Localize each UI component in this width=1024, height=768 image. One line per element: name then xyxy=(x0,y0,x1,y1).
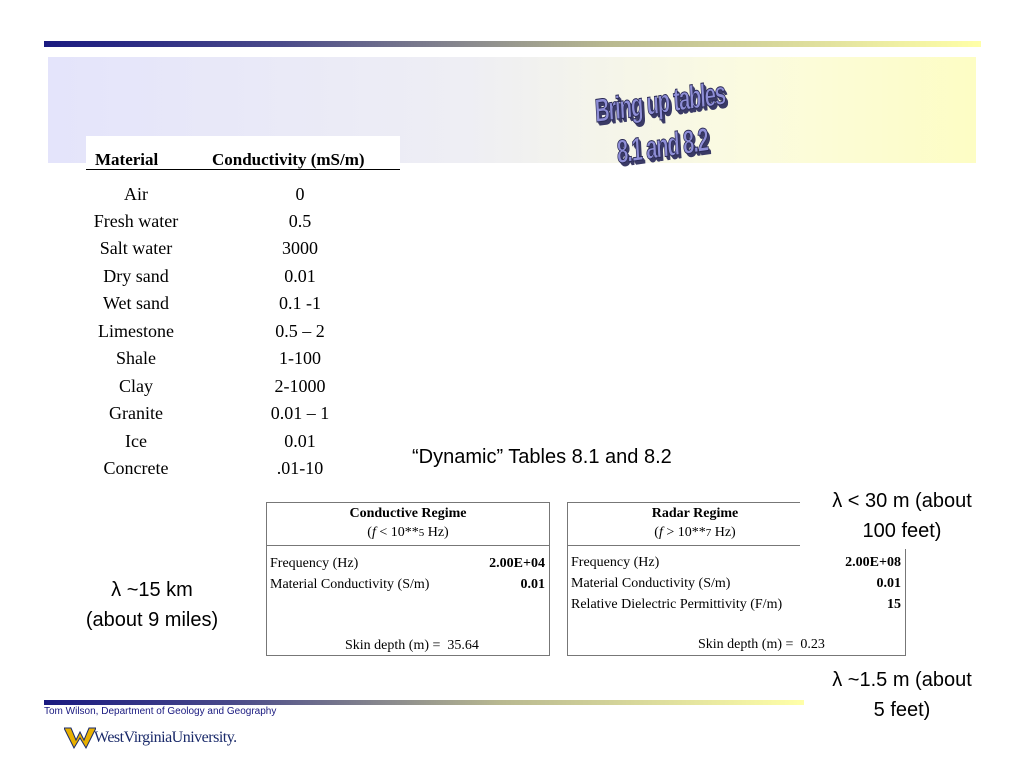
conductivity-cell: 3000 xyxy=(282,238,318,258)
skin-depth-readout xyxy=(345,638,479,654)
condition-unit: Hz) xyxy=(424,525,449,540)
material-cell: Salt water xyxy=(99,238,173,258)
conductivity-cell: .01-10 xyxy=(276,458,324,478)
conductive-regime-condition: (f < 10**5 Hz) xyxy=(367,525,449,540)
material-cell: Concrete xyxy=(103,458,169,478)
conductivity-cell: 0.5 xyxy=(288,211,312,231)
radar-wavelength-note-bottom xyxy=(800,665,1004,725)
table-row xyxy=(86,376,400,403)
radar-table-border-bottom xyxy=(567,655,906,656)
table-row xyxy=(86,431,400,458)
university-name: WestVirginiaUniversity. xyxy=(94,729,237,746)
permittivity-value[interactable]: 15 xyxy=(887,597,901,612)
table-row xyxy=(86,321,400,348)
radar-wavelength-note-top xyxy=(800,486,1004,546)
conductivity-cell: 0.1 -1 xyxy=(279,293,321,313)
conductivity-cell: 0.5 – 2 xyxy=(275,321,325,341)
bottom-rule xyxy=(44,700,804,705)
note-line: 100 feet) xyxy=(862,520,942,542)
table-row xyxy=(86,348,400,375)
note-line: λ ~1.5 m (about xyxy=(832,669,972,691)
conductive-wavelength-note xyxy=(62,575,242,635)
wvu-logo xyxy=(64,724,244,752)
conductivity-label: Material Conductivity (S/m) xyxy=(270,577,430,592)
material-cell: Wet sand xyxy=(102,293,170,313)
material-cell: Granite xyxy=(109,403,163,423)
skin-depth-readout xyxy=(698,637,825,653)
materials-conductivity-table xyxy=(86,136,400,486)
condition-text: > 10** xyxy=(662,525,706,540)
frequency-value[interactable]: 2.00E+04 xyxy=(489,556,545,571)
material-cell: Limestone xyxy=(98,321,174,341)
skin-depth-value: 0.23 xyxy=(800,637,825,652)
conductivity-cell: 0.01 – 1 xyxy=(270,403,330,423)
condition-unit: Hz) xyxy=(711,525,736,540)
material-cell: Dry sand xyxy=(103,266,169,286)
material-cell: Shale xyxy=(116,348,156,368)
frequency-label: Frequency (Hz) xyxy=(571,555,660,570)
conductivity-cell: 0.01 xyxy=(284,431,316,451)
table-row xyxy=(86,211,400,238)
conductive-regime-table xyxy=(266,502,550,656)
slide-title-line-1: Bring up tables xyxy=(593,73,726,130)
conductivity-cell: 0.01 xyxy=(284,266,316,286)
conductivity-row xyxy=(270,577,545,595)
conductivity-value[interactable]: 0.01 xyxy=(520,577,545,592)
top-rule xyxy=(44,41,981,47)
conductive-regime-title: Conductive Regime xyxy=(349,506,467,521)
conductivity-label: Material Conductivity (S/m) xyxy=(571,576,731,591)
condition-exponent: 5 xyxy=(418,527,425,539)
radar-regime-header xyxy=(567,502,803,546)
conductivity-cell: 0 xyxy=(295,184,305,204)
table-row xyxy=(86,403,400,430)
permittivity-label: Relative Dielectric Permittivity (F/m) xyxy=(571,597,783,612)
note-line: 5 feet) xyxy=(873,699,931,721)
table-row xyxy=(86,184,400,211)
condition-exponent: 7 xyxy=(705,527,712,539)
note-line: λ ~15 km xyxy=(111,579,193,601)
frequency-row xyxy=(571,555,901,573)
radar-regime-title: Radar Regime xyxy=(651,506,739,521)
footer-author: Tom Wilson, Department of Geology and Geography xyxy=(44,706,277,717)
skin-depth-label: Skin depth (m) = xyxy=(698,637,794,652)
frequency-row xyxy=(270,556,545,574)
material-cell: Ice xyxy=(125,431,147,451)
conductivity-cell: 1-100 xyxy=(279,348,321,368)
table-row xyxy=(86,293,400,320)
wv-flying-logo-icon xyxy=(64,726,96,750)
slide-title-line-2: 8.1 and 8.2 xyxy=(615,120,709,171)
column-header-conductivity: Conductivity (mS/m) xyxy=(212,150,365,169)
table-row xyxy=(86,458,400,485)
dynamic-tables-caption: “Dynamic” Tables 8.1 and 8.2 xyxy=(412,446,672,468)
permittivity-row xyxy=(571,597,901,615)
conductivity-cell: 2-1000 xyxy=(274,376,326,396)
frequency-symbol: f xyxy=(371,525,376,540)
frequency-label: Frequency (Hz) xyxy=(270,556,359,571)
table-row xyxy=(86,238,400,265)
radar-table-border xyxy=(905,549,906,656)
frequency-symbol: f xyxy=(658,525,663,540)
conductivity-row xyxy=(571,576,901,594)
column-header-material: Material xyxy=(95,150,159,169)
note-line: (about 9 miles) xyxy=(85,609,219,631)
condition-text: < 10** xyxy=(375,525,419,540)
material-cell: Fresh water xyxy=(93,211,179,231)
conductivity-value[interactable]: 0.01 xyxy=(876,576,901,591)
frequency-value[interactable]: 2.00E+08 xyxy=(845,555,901,570)
material-cell: Air xyxy=(124,184,148,204)
table-row xyxy=(86,266,400,293)
conductive-regime-header xyxy=(267,503,549,546)
note-line: λ < 30 m (about xyxy=(832,490,972,512)
material-cell: Clay xyxy=(119,376,153,396)
radar-regime-condition: (f > 10**7 Hz) xyxy=(654,525,736,540)
table-header xyxy=(86,142,400,170)
skin-depth-value: 35.64 xyxy=(447,638,479,653)
skin-depth-label: Skin depth (m) = xyxy=(345,638,441,653)
